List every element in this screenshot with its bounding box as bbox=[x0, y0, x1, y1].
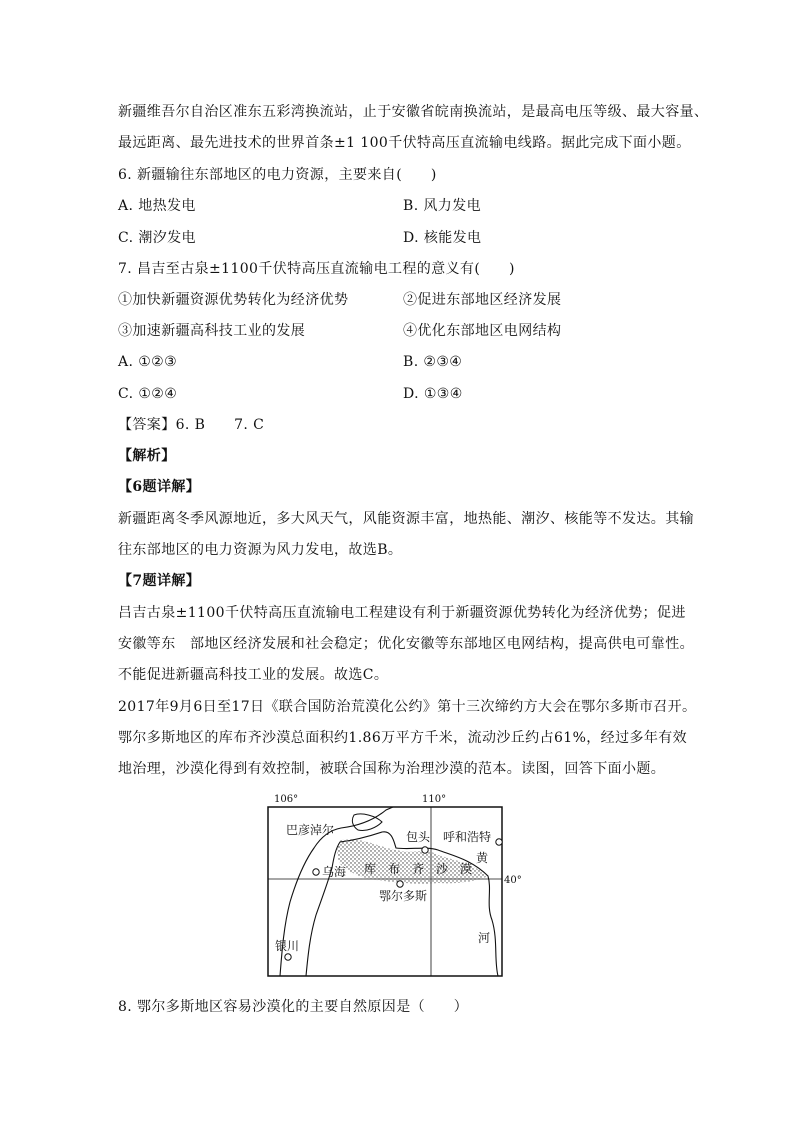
question-7-item-1: ①加快新疆资源优势转化为经济优势 bbox=[118, 292, 349, 308]
kubuqi-desert-label: 库 布 齐 沙 漠 bbox=[364, 862, 473, 876]
question-7-item-3: ③加速新疆高科技工业的发展 bbox=[118, 323, 306, 339]
longitude-106-label: 106° bbox=[274, 794, 299, 805]
q7-detail-line-1: 吕吉古泉±1100千伏特高压直流输电工程建设有利于新疆资源优势转化为经济优势；促进 bbox=[118, 605, 686, 621]
ordos-city-marker bbox=[397, 881, 403, 887]
question-6-stem: 6. 新疆输往东部地区的电力资源，主要来自( ) bbox=[118, 167, 437, 183]
hohhot-label: 呼和浩特 bbox=[443, 830, 492, 844]
longitude-110-label: 110° bbox=[422, 794, 447, 805]
passage-2-line-2: 鄂尔多斯地区的库布齐沙漠总面积约1.86万平方千米，流动沙丘约占61%，经过多年有效 bbox=[118, 730, 688, 746]
river-label-huang: 黄 bbox=[476, 851, 489, 865]
q6-detail-title: 【6题详解】 bbox=[118, 479, 201, 495]
ordos-map bbox=[266, 790, 522, 980]
question-7-option-c: C. ①②④ bbox=[118, 386, 178, 402]
question-6-option-a: A. 地热发电 bbox=[118, 198, 196, 214]
wuhai-label: 乌海 bbox=[322, 865, 347, 879]
question-7-item-4: ④优化东部地区电网结构 bbox=[403, 323, 562, 339]
river-label-he: 河 bbox=[478, 931, 491, 945]
q6-detail-line-2: 往东部地区的电力资源为风力发电，故选B。 bbox=[118, 542, 403, 558]
question-8-stem: 8. 鄂尔多斯地区容易沙漠化的主要自然原因是（ ） bbox=[118, 999, 469, 1015]
question-7-item-2: ②促进东部地区经济发展 bbox=[403, 292, 562, 308]
q6-detail-line-1: 新疆距离冬季风源地近，多大风天气，风能资源丰富，地热能、潮汐、核能等不发达。其输 bbox=[118, 511, 694, 527]
yinchuan-label: 银川 bbox=[275, 939, 300, 953]
hohhot-city-marker bbox=[496, 839, 502, 845]
bayannur-label: 巴彦淖尔 bbox=[286, 823, 335, 837]
question-7-stem: 7. 昌吉至古泉±1100千伏特高压直流输电工程的意义有( ) bbox=[118, 261, 515, 277]
question-7-option-b: B. ②③④ bbox=[403, 354, 463, 370]
ordos-map-figure bbox=[266, 790, 522, 980]
baotou-city-marker bbox=[422, 847, 428, 853]
question-6-option-d: D. 核能发电 bbox=[403, 230, 482, 246]
intro-line-2: 最远距离、最先进技术的世界首条±1 100千伏特高压直流输电线路。据此完成下面小题。 bbox=[118, 135, 691, 151]
question-6-option-c: C. 潮汐发电 bbox=[118, 230, 196, 246]
latitude-40-label: 40° bbox=[504, 875, 522, 886]
passage-2-line-3: 地治理，沙漠化得到有效控制，被联合国称为治理沙漠的范本。读图，回答下面小题。 bbox=[118, 761, 666, 777]
answer-line: 【答案】6. B 7. C bbox=[118, 417, 265, 433]
q7-detail-title: 【7题详解】 bbox=[118, 573, 201, 589]
question-7-option-a: A. ①②③ bbox=[118, 354, 178, 370]
yinchuan-city-marker bbox=[285, 954, 291, 960]
question-6-option-b: B. 风力发电 bbox=[403, 198, 481, 214]
analysis-title: 【解析】 bbox=[118, 448, 176, 464]
wuhai-city-marker bbox=[313, 869, 319, 875]
ordos-label: 鄂尔多斯 bbox=[379, 889, 428, 903]
q7-detail-line-2: 安徽等东 部地区经济发展和社会稳定；优化安徽等东部地区电网结构，提高供电可靠性。 bbox=[118, 636, 694, 652]
intro-line-1: 新疆维吾尔自治区准东五彩湾换流站，止于安徽省皖南换流站，是最高电压等级、最大容量、 bbox=[118, 104, 709, 120]
passage-2-line-1: 2017年9月6日至17日《联合国防治荒漠化公约》第十三次缔约方大会在鄂尔多斯市召开。 bbox=[118, 699, 697, 715]
q7-detail-line-3: 不能促进新疆高科技工业的发展。故选C。 bbox=[118, 667, 389, 683]
question-7-option-d: D. ①③④ bbox=[403, 386, 463, 402]
baotou-label: 包头 bbox=[406, 830, 431, 844]
